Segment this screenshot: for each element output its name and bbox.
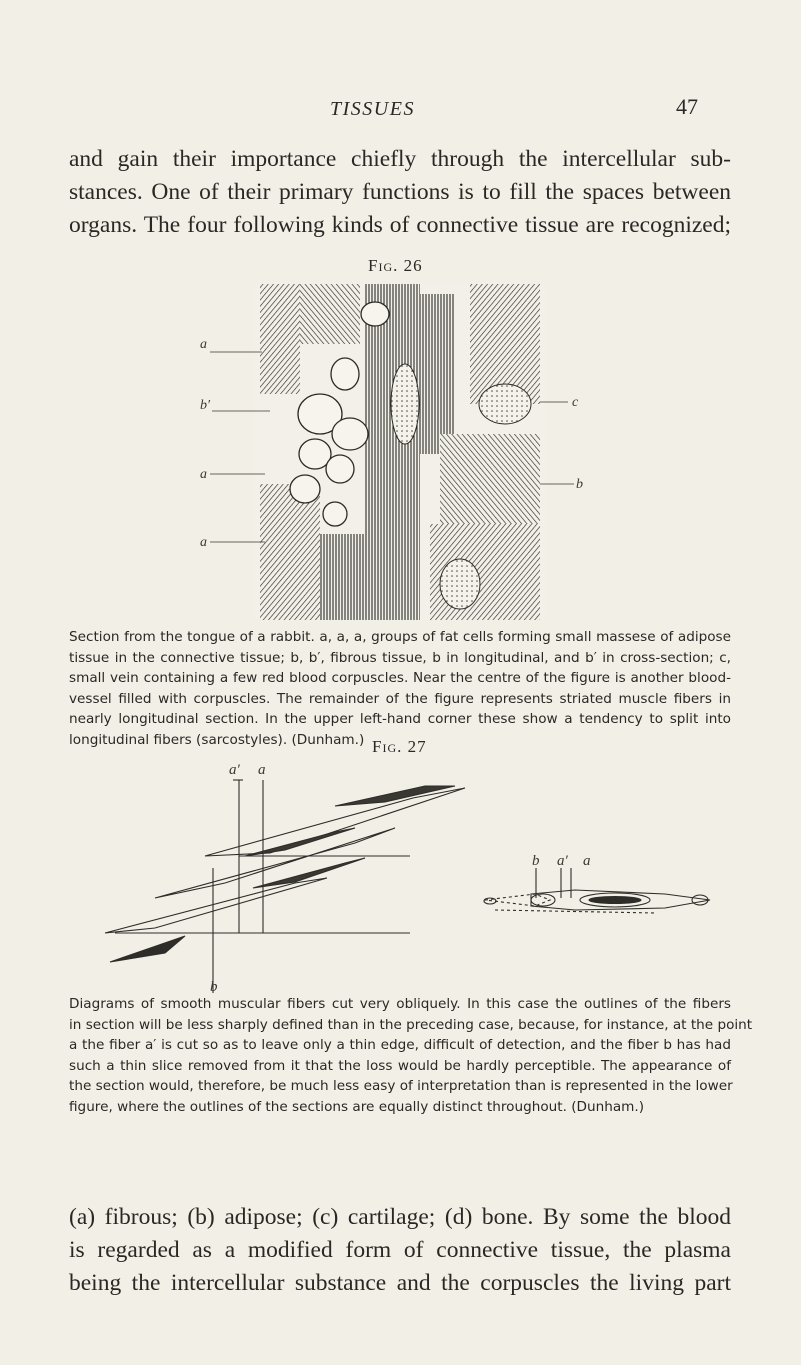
text-line: is regarded as a modified form of connective tissue, the plasma <box>69 1237 731 1263</box>
fig27-mark-a: a <box>258 762 266 778</box>
figure-27-label: Fig. 27 <box>372 737 427 756</box>
fig26-mark-b: b <box>576 477 583 492</box>
running-title: TISSUES <box>330 98 415 120</box>
caption-line: nearly longitudinal section. In the upper left-hand corner these show a tendency to split into <box>69 711 731 727</box>
fig27-mark-b: b <box>532 853 540 869</box>
fig26-mark-a: a <box>200 467 207 482</box>
figure-26-label: Fig. 26 <box>368 256 423 275</box>
fig26-mark-a: a <box>200 535 207 550</box>
figure-26-caption <box>69 627 731 750</box>
caption-line: in section will be less sharply defined than in the preceding case, because, for instance, at the point <box>69 1016 753 1033</box>
caption-line: such a thin slice removed from it that the loss would be hardly perceptible. The appearance of <box>69 1057 731 1074</box>
figure-26-illustration <box>200 284 600 624</box>
fig26-mark-b-prime: b′ <box>200 398 211 413</box>
fig27-mark-a-prime: a′ <box>229 762 240 778</box>
caption-line: Section from the tongue of a rabbit. a, a, a, groups of fat cells forming small massese of adipose <box>69 629 731 645</box>
caption-line: vessel filled with corpuscles. The remainder of the figure represents striated muscle fibers in <box>69 690 731 707</box>
caption-line: Diagrams of smooth muscular fibers cut very obliquely. In this case the outlines of the fibers <box>69 996 731 1012</box>
text-line: organs. The four following kinds of connective tissue are recognized; <box>69 212 731 238</box>
caption-line: longitudinal fibers (sarcostyles). (Dunham.) <box>69 731 365 748</box>
text-line: being the intercellular substance and the corpuscles the living part <box>69 1270 731 1296</box>
caption-line: figure, where the outlines of the sections are equally distinct throughout. (Dunham.) <box>69 1098 645 1115</box>
fig26-mark-a: a <box>200 337 207 352</box>
text-line: (a) fibrous; (b) adipose; (c) cartilage; (d) bone. By some the blood <box>69 1204 731 1230</box>
body-paragraph-top <box>69 143 731 242</box>
fig27-mark-b: b <box>210 979 218 993</box>
fig26-mark-c: c <box>572 395 579 410</box>
caption-line: a the fiber a′ is cut so as to leave only a thin edge, difficult of detection, and the fiber b has had <box>69 1037 731 1053</box>
text-line: and gain their importance chiefly through the intercellular sub- <box>69 146 731 172</box>
figure-27-illustration <box>95 758 725 993</box>
fig27-mark-a-prime: a′ <box>557 853 568 869</box>
running-head <box>0 94 801 122</box>
caption-line: the section would, therefore, be much less easy of interpretation than is represented in the lower <box>69 1078 733 1094</box>
body-paragraph-bottom <box>69 1201 731 1300</box>
caption-line: tissue in the connective tissue; b, b′, fibrous tissue, b in longitudinal, and b′ in cross-section; c, <box>69 649 731 666</box>
text-line: stances. One of their primary functions is to fill the spaces between <box>69 179 731 205</box>
figure-27-caption <box>69 994 753 1117</box>
fig27-mark-a: a <box>583 853 591 869</box>
caption-line: small vein containing a few red blood corpuscles. Near the centre of the figure is another blood- <box>69 670 731 686</box>
page-number: 47 <box>676 94 698 119</box>
